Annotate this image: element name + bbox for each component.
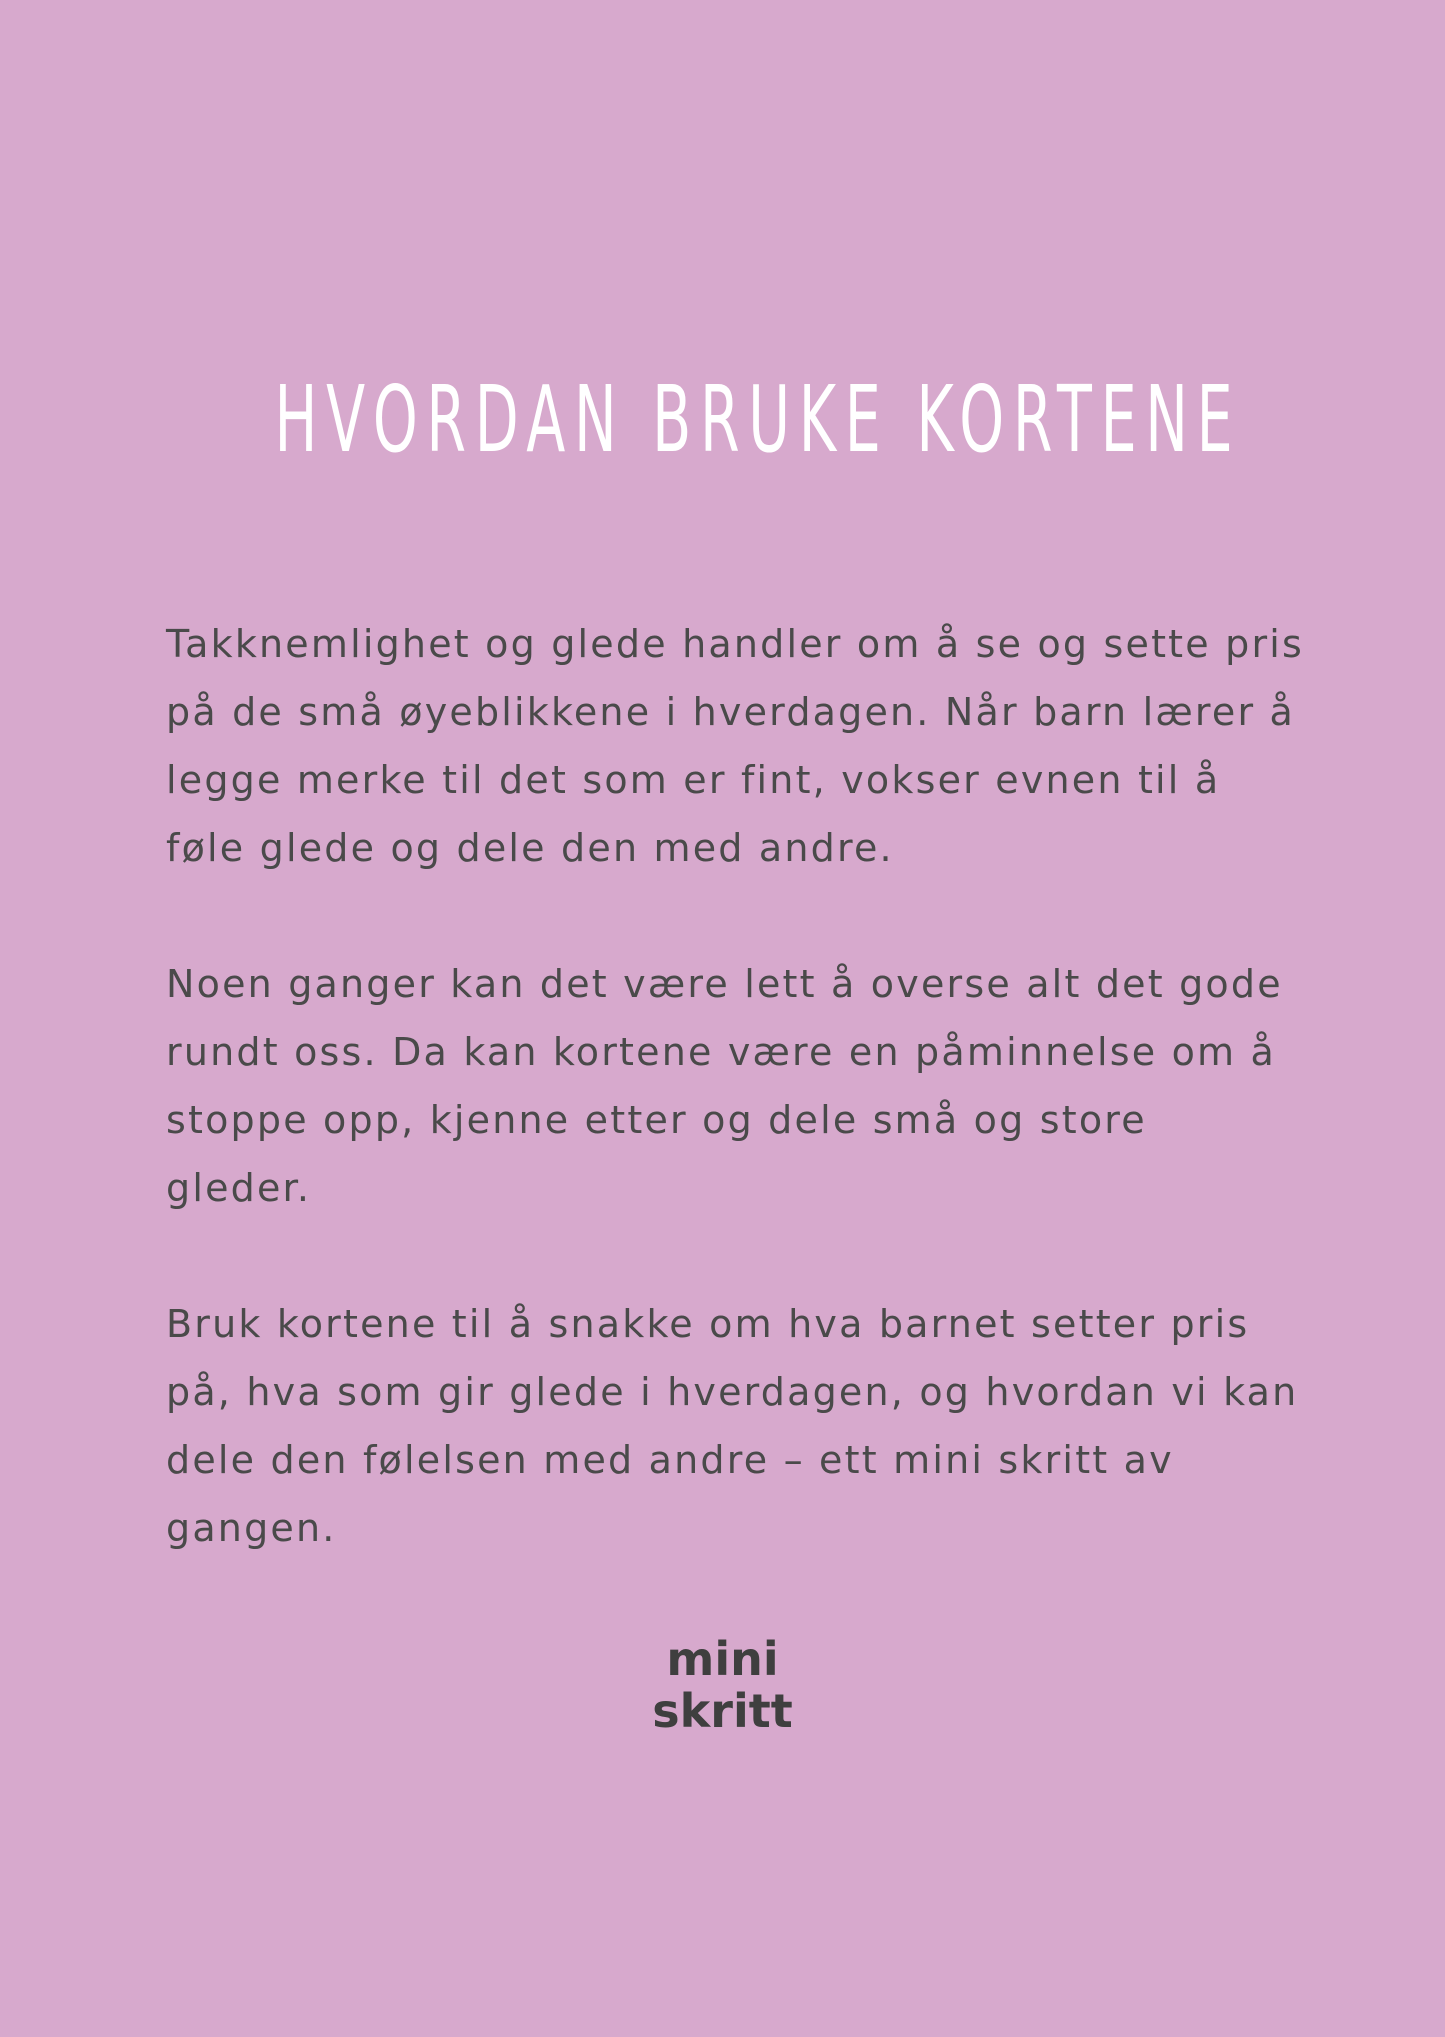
paragraph-2: Noen ganger kan det være lett å overse alt det gode rundt oss. Da kan kortene være en påminnelse om å stoppe opp, kjenne etter og dele små og store gleder.: [166, 962, 1283, 1210]
instructions-text: [166, 610, 1306, 1630]
logo-line-1: mini: [666, 1632, 779, 1686]
paragraph-1: Takknemlighet og glede handler om å se og sette pris på de små øyeblikkene i hverdagen. Når barn lærer å legge merke til det som er fint, vokser evnen til å føle glede og dele den med andre.: [166, 622, 1305, 870]
logo-line-2: skritt: [652, 1684, 793, 1738]
brand-logo: [0, 1633, 1445, 1737]
paragraph-3: Bruk kortene til å snakke om hva barnet setter pris på, hva som gir glede i hverdagen, og hvordan vi kan dele den følelsen med andre – ett mini skritt av gangen.: [166, 1302, 1299, 1550]
page-title: HVORDAN BRUKE KORTENE: [274, 366, 1242, 473]
